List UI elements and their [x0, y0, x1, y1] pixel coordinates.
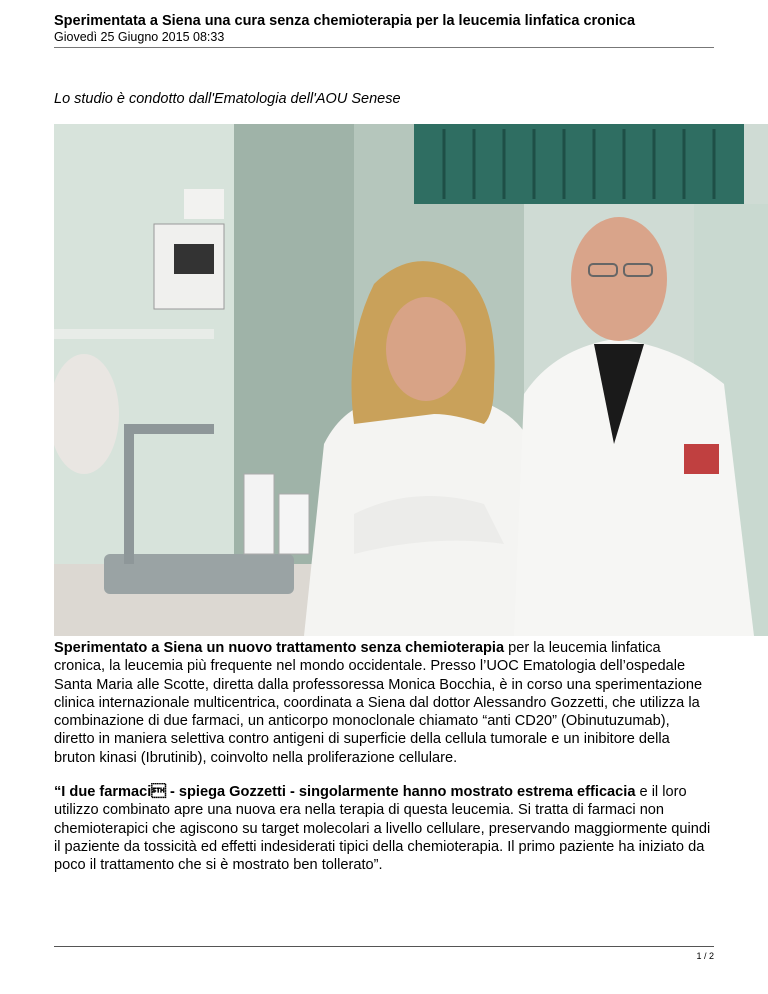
paragraph-2-lead: “I due farmaci - spiega Gozzetti - singolarmente hanno mostrato estrema efficacia — [54, 784, 636, 801]
footer-divider — [54, 946, 714, 947]
article-body — [54, 639, 714, 891]
article-photo — [54, 124, 768, 636]
paragraph-2-text: e il loro utilizzo combinato apre una nuova era nella terapia di questa leucemia. Si tratta di farmaci non chemioterapici che agiscono su target molecolari a livello cellulare, preservando maggiormente quindi il paziente da tossicità ed effetti indesiderati tipici della chemioterapia. Il primo paziente ha iniziato da poco il trattamento che si è mostrato ben tollerato”. — [54, 784, 711, 874]
paragraph-1 — [54, 639, 714, 767]
header-divider — [54, 47, 714, 48]
article-date: Giovedì 25 Giugno 2015 08:33 — [54, 30, 225, 44]
article-subtitle: Lo studio è condotto dall'Ematologia dell'AOU Senese — [54, 91, 401, 107]
paragraph-2 — [54, 783, 714, 874]
paragraph-1-lead: Sperimentato a Siena un nuovo trattamento senza chemioterapia — [54, 640, 505, 656]
article-title: Sperimentata a Siena una cura senza chemioterapia per la leucemia linfatica cronica — [54, 13, 636, 29]
paragraph-1-text: per la leucemia linfatica cronica, la leucemia più frequente nel mondo occidentale. Presso l’UOC Ematologia dell’ospedale Santa Maria alle Scotte, diretta dalla professoressa Monica Bocchia, è in corso una sperimentazione clinica internazionale multicentrica, coordinata a Siena dal dottor Alessandro Gozzetti, che utilizza la combinazione di due farmaci, un anticorpo monoclonale chiamato “anti CD20” (Obinutuzumab), diretto in maniera selettiva contro antigeni di superficie della cellula tumorale e un inibitore della bruton kinasi (Ibrutinib), coinvolto nella proliferazione cellulare. — [54, 640, 703, 766]
page-number: 1 / 2 — [696, 951, 714, 961]
lab-photo-illustration — [54, 124, 768, 636]
page-header — [54, 13, 714, 45]
